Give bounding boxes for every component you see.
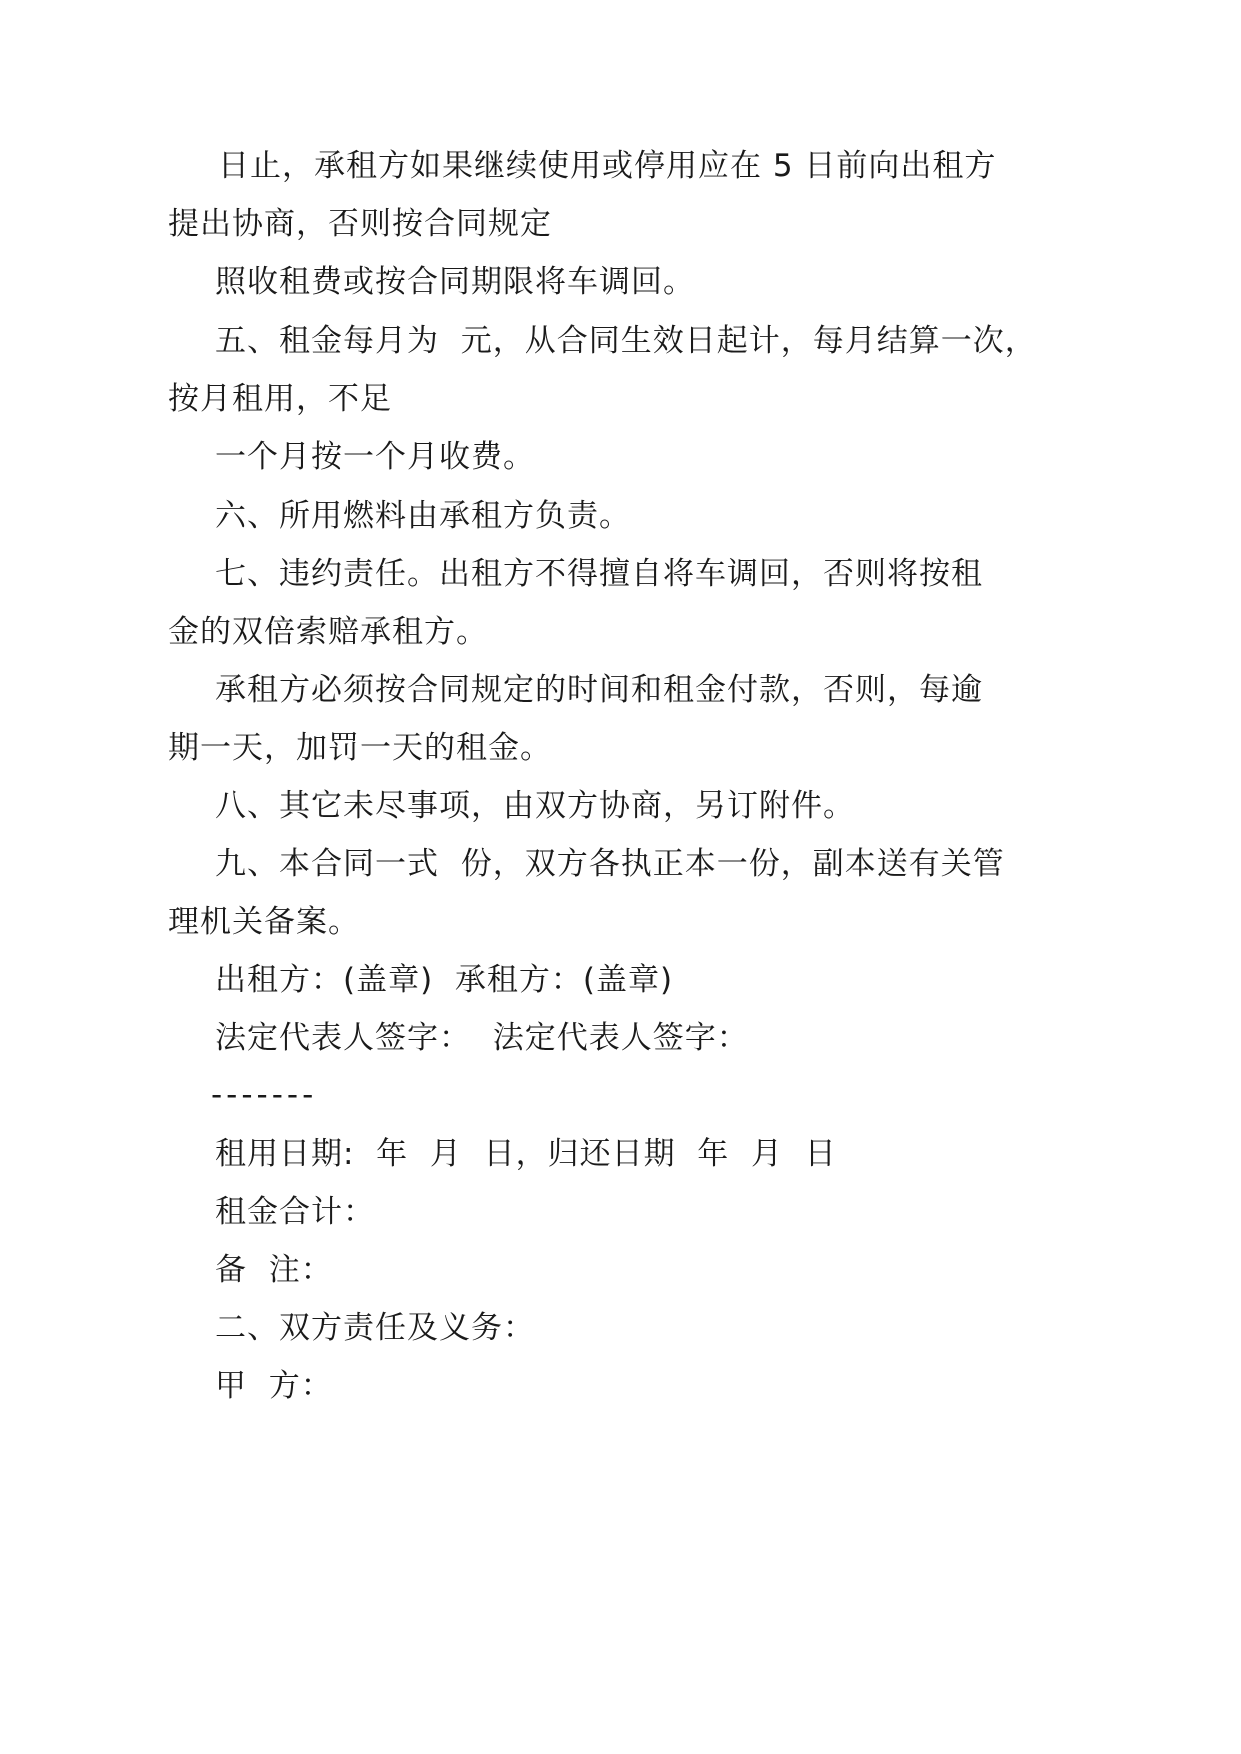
text-line: 七、违约责任。出租方不得擅自将车调回，否则将按租: [215, 556, 983, 592]
text-line: 期一天，加罚一天的租金。: [168, 730, 552, 766]
text-line: 照收租费或按合同期限将车调回。: [215, 264, 695, 300]
party-a-line: 甲 方：: [215, 1368, 333, 1404]
section-heading: 二、双方责任及义务：: [215, 1310, 535, 1346]
text-line: 承租方必须按合同规定的时间和租金付款，否则，每逾: [215, 672, 983, 708]
remarks-line: 备 注：: [215, 1252, 333, 1288]
text-line: 按月租用，不足: [168, 381, 392, 417]
separator-dashes: -------: [211, 1077, 318, 1113]
text-line: 理机关备案。: [168, 904, 360, 940]
text-line: 金的双倍索赔承租方。: [168, 614, 488, 650]
text-line: 九、本合同一式 份，双方各执正本一份，副本送有关管: [215, 846, 1005, 882]
text-line: 六、所用燃料由承租方负责。: [215, 498, 631, 534]
text-line: 一个月按一个月收费。: [215, 439, 535, 475]
text-line: 八、其它未尽事项，由双方协商，另订附件。: [215, 788, 855, 824]
text-line: 提出协商，否则按合同规定: [168, 206, 552, 242]
signature-line-representative: 法定代表人签字： 法定代表人签字：: [215, 1020, 749, 1056]
rent-total-line: 租金合计：: [215, 1194, 375, 1230]
text-line: 日止，承租方如果继续使用或停用应在 5 日前向出租方: [218, 148, 997, 184]
text-line: 五、租金每月为 元，从合同生效日起计，每月结算一次，: [215, 323, 1037, 359]
rental-dates-line: 租用日期: 年 月 日，归还日期 年 月 日: [215, 1136, 837, 1172]
signature-line-seal: 出租方：(盖章) 承租方：(盖章): [215, 962, 674, 998]
